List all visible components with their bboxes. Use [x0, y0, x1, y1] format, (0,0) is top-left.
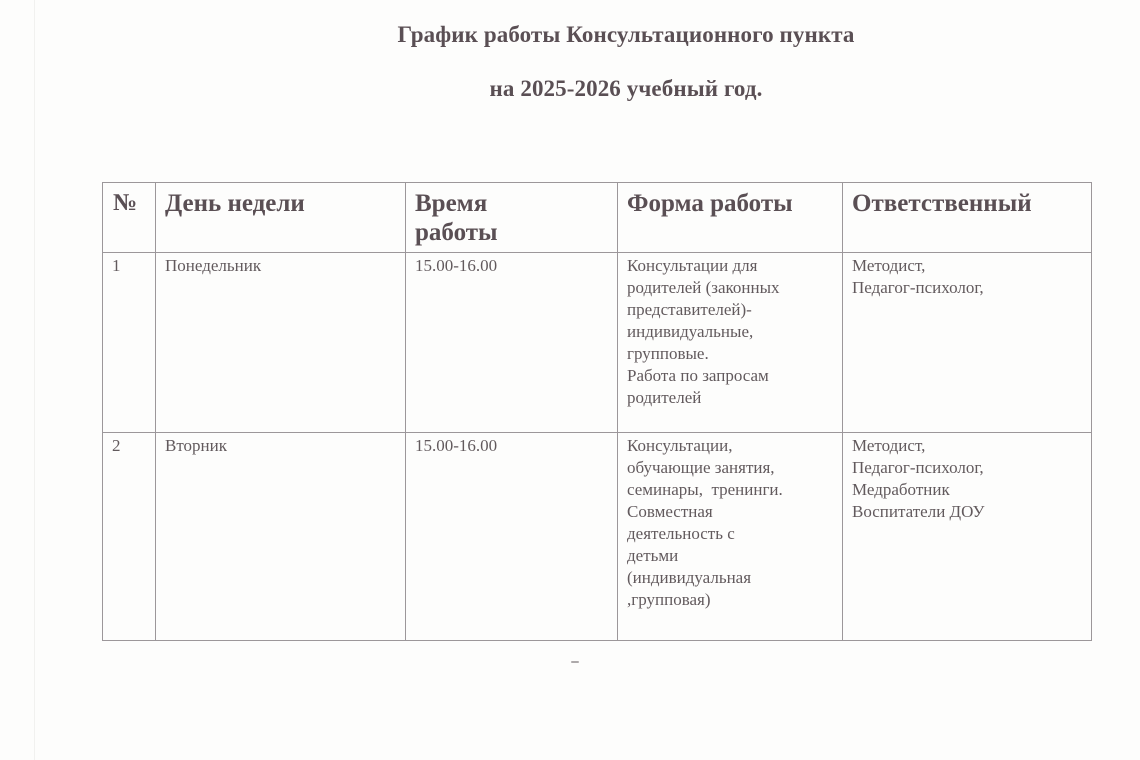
cell-form [618, 253, 843, 433]
cell-responsible-line: Воспитатели ДОУ [852, 502, 985, 521]
cell-day: Вторник [156, 433, 406, 641]
header-number: № [103, 183, 156, 253]
schedule-table [102, 182, 1092, 641]
cell-number: 1 [103, 253, 156, 433]
cell-form-line: родителей (законных [627, 278, 780, 297]
cell-form [618, 433, 843, 641]
cell-form-line: Совместная [627, 502, 713, 521]
cell-form-line: индивидуальные, [627, 322, 754, 341]
cell-form-line: Консультации, [627, 436, 733, 455]
cell-form-line: деятельность с [627, 524, 735, 543]
cell-responsible [843, 253, 1092, 433]
scan-speck [571, 661, 579, 663]
cell-responsible-line: Педагог-психолог, [852, 278, 984, 297]
cell-responsible-line: Методист, [852, 256, 926, 275]
scan-edge [34, 0, 35, 760]
table-header-row [103, 183, 1092, 253]
cell-form-line: детьми [627, 546, 679, 565]
header-responsible: Ответственный [843, 183, 1092, 253]
cell-day: Понедельник [156, 253, 406, 433]
header-form: Форма работы [618, 183, 843, 253]
cell-responsible-line: Методист, [852, 436, 926, 455]
cell-responsible [843, 433, 1092, 641]
document-subtitle: на 2025-2026 учебный год. [489, 76, 763, 101]
cell-form-line: семинары, тренинги. [627, 480, 783, 499]
cell-form-line: Консультации для [627, 256, 758, 275]
cell-form-line: обучающие занятия, [627, 458, 775, 477]
cell-form-line: представителей)- [627, 300, 752, 319]
cell-responsible-line: Медработник [852, 480, 950, 499]
header-time [406, 183, 618, 253]
table-row [103, 253, 1092, 433]
document-title: График работы Консультационного пункта [397, 22, 855, 47]
cell-time: 15.00-16.00 [406, 433, 618, 641]
header-time-line2: работы [415, 219, 498, 246]
cell-form-line: родителей [627, 388, 702, 407]
cell-responsible-line: Педагог-психолог, [852, 458, 984, 477]
cell-form-line: Работа по запросам [627, 366, 769, 385]
cell-form-line: групповые. [627, 344, 709, 363]
cell-form-line: ,групповая) [627, 590, 711, 609]
header-day: День недели [156, 183, 406, 253]
cell-number: 2 [103, 433, 156, 641]
table-row [103, 433, 1092, 641]
header-time-line1: Время [415, 190, 488, 217]
cell-form-line: (индивидуальная [627, 568, 752, 587]
cell-time: 15.00-16.00 [406, 253, 618, 433]
